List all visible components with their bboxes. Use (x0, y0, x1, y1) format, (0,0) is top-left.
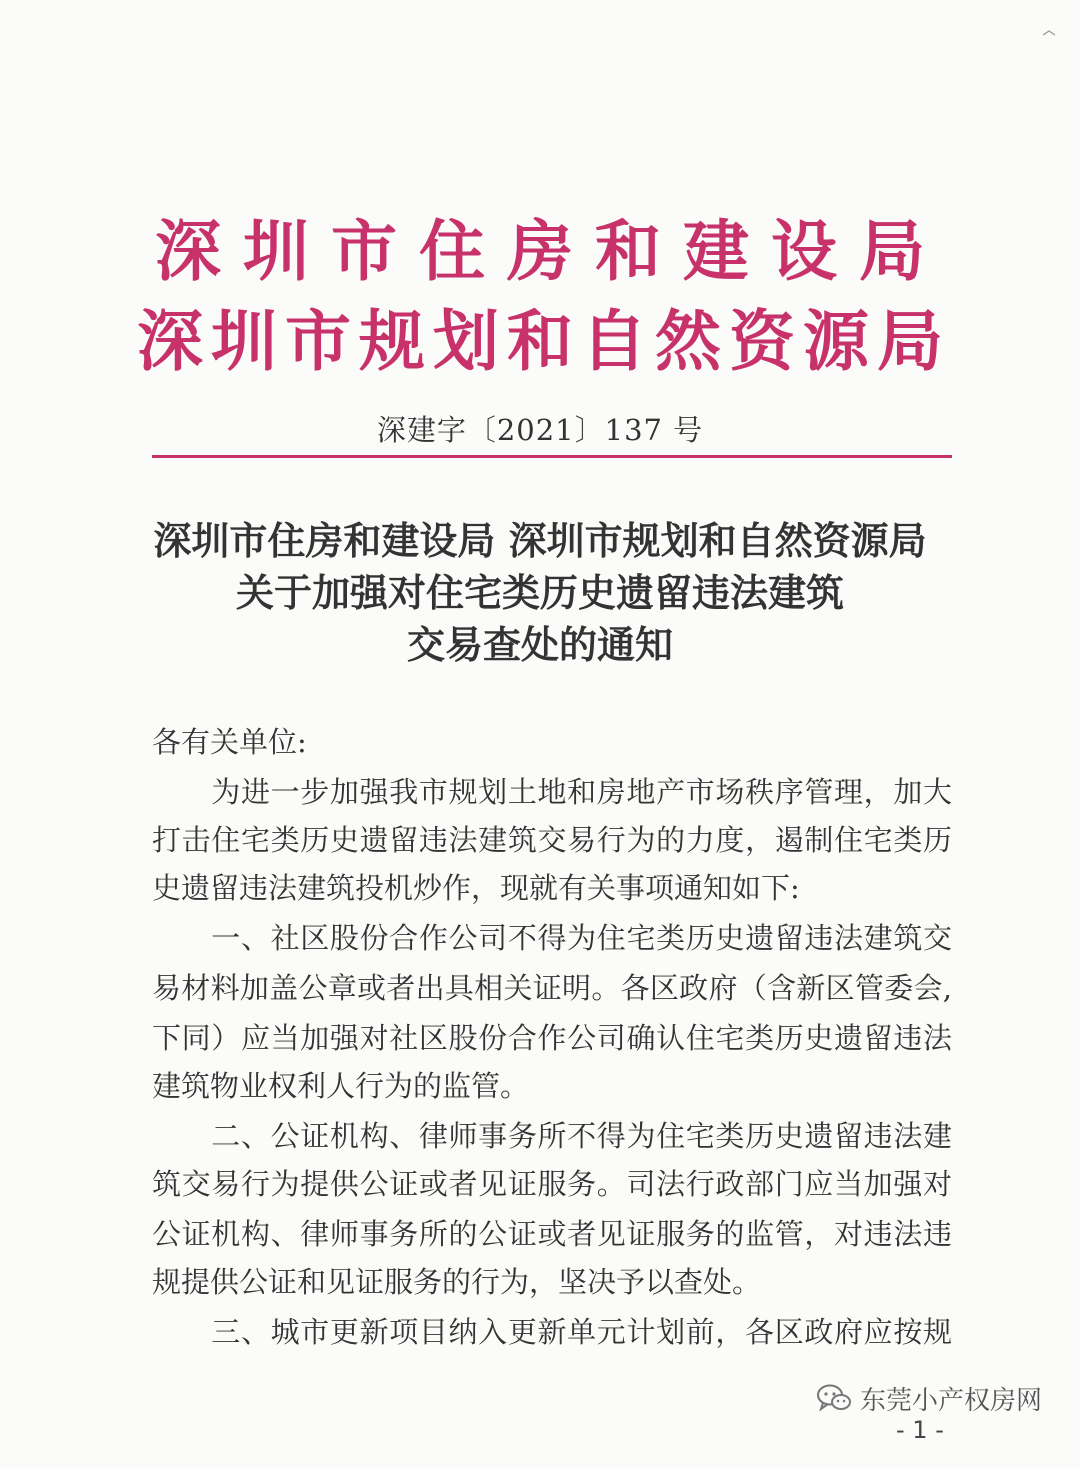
notice-title-line-2: 关于加强对住宅类历史遗留违法建筑 (235, 571, 844, 615)
body-line: 下同）应当加强对社区股份合作公司确认住宅类历史遗留违法 (152, 1021, 952, 1055)
body-line: 打击住宅类历史遗留违法建筑交易行为的力度，遏制住宅类历 (152, 823, 952, 857)
document-number: 深建字〔2021〕137 号 (376, 413, 704, 447)
body-line: 易材料加盖公章或者出具相关证明。各区政府（含新区管委会, (152, 971, 952, 1005)
issuer-header-planning: 深圳市规划和自然资源局 (137, 303, 951, 380)
watermark (816, 1378, 1042, 1418)
wechat-icon (816, 1383, 852, 1413)
notice-title-line-1: 深圳市住房和建设局 深圳市规划和自然资源局 (153, 519, 927, 563)
issuer-header-housing: 深圳市住房和建设局 (155, 213, 947, 290)
body-line: 筑交易行为提供公证或者见证服务。司法行政部门应当加强对 (152, 1167, 952, 1201)
page-number: - 1 - (896, 1416, 944, 1444)
notice-title-line-3: 交易查处的通知 (406, 623, 673, 667)
body-line: 一、社区股份合作公司不得为住宅类历史遗留违法建筑交 (152, 921, 952, 955)
body-line: 为进一步加强我市规划土地和房地产市场秩序管理，加大 (152, 775, 952, 809)
watermark-text: 东莞小产权房网 (860, 1385, 1043, 1416)
body-line: 规提供公证和见证服务的行为，坚决予以查处。 (152, 1265, 762, 1299)
red-divider (152, 455, 952, 458)
body-line: 公证机构、律师事务所的公证或者见证服务的监管，对违法违 (152, 1217, 952, 1251)
body-line: 二、公证机构、律师事务所不得为住宅类历史遗留违法建 (152, 1119, 952, 1153)
body-line: 建筑物业权利人行为的监管。 (152, 1069, 530, 1103)
body-line: 三、城市更新项目纳入更新单元计划前，各区政府应按规 (152, 1315, 952, 1349)
body-line: 史遗留违法建筑投机炒作，现就有关事项通知如下: (152, 871, 800, 905)
corner-mark (1042, 30, 1056, 36)
salutation: 各有关单位: (152, 725, 307, 759)
